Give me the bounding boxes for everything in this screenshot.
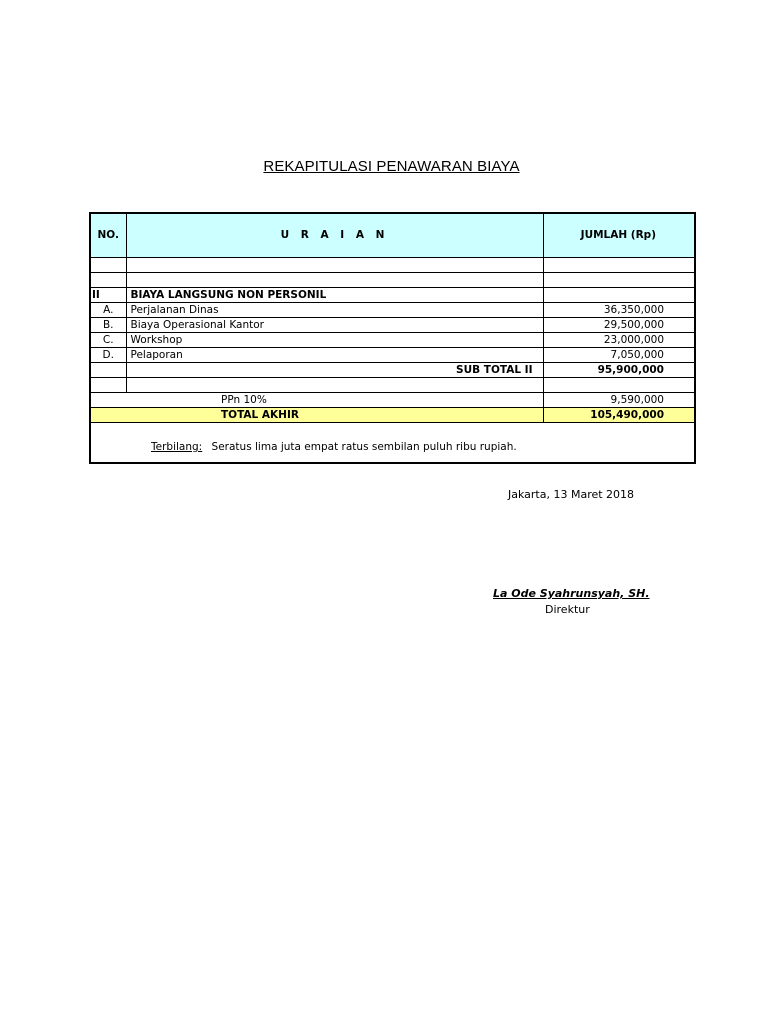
item-no: C. [91, 332, 126, 347]
section-no: II [91, 287, 126, 302]
item-amount: 29,500,000 [543, 317, 694, 332]
terbilang [151, 441, 517, 453]
header-uraian: U R A I A N [126, 214, 543, 257]
header-jumlah: JUMLAH (Rp) [543, 214, 694, 257]
section-row [91, 287, 694, 302]
item-label: Perjalanan Dinas [126, 302, 543, 317]
table-row [91, 332, 694, 347]
table-row [91, 317, 694, 332]
item-no: B. [91, 317, 126, 332]
ppn-label: PPn 10% [91, 392, 543, 407]
signer-role: Direktur [545, 603, 590, 616]
cost-table [89, 212, 696, 464]
cost-grid [91, 214, 694, 423]
subtotal-amount: 95,900,000 [543, 362, 694, 377]
empty-row [91, 272, 694, 287]
total-amount: 105,490,000 [543, 407, 694, 422]
place-date: Jakarta, 13 Maret 2018 [508, 488, 635, 501]
signer-name: La Ode Syahrunsyah, SH. [493, 587, 650, 600]
item-amount: 36,350,000 [543, 302, 694, 317]
total-row [91, 407, 694, 422]
header-no: NO. [91, 214, 126, 257]
empty-row [91, 257, 694, 272]
item-amount: 7,050,000 [543, 347, 694, 362]
terbilang-text: Seratus lima juta empat ratus sembilan puluh ribu rupiah. [211, 441, 517, 453]
item-label: Workshop [126, 332, 543, 347]
terbilang-label: Terbilang: [151, 441, 203, 453]
empty-row [91, 377, 694, 392]
total-label: TOTAL AKHIR [91, 407, 543, 422]
ppn-row [91, 392, 694, 407]
item-label: Pelaporan [126, 347, 543, 362]
section-label: BIAYA LANGSUNG NON PERSONIL [126, 287, 543, 302]
item-amount: 23,000,000 [543, 332, 694, 347]
table-header-row [91, 214, 694, 257]
item-no: A. [91, 302, 126, 317]
item-no: D. [91, 347, 126, 362]
item-label: Biaya Operasional Kantor [126, 317, 543, 332]
table-row [91, 302, 694, 317]
table-row [91, 347, 694, 362]
document-title: REKAPITULASI PENAWARAN BIAYA [263, 158, 520, 175]
subtotal-label: SUB TOTAL II [126, 362, 543, 377]
subtotal-row [91, 362, 694, 377]
ppn-amount: 9,590,000 [543, 392, 694, 407]
